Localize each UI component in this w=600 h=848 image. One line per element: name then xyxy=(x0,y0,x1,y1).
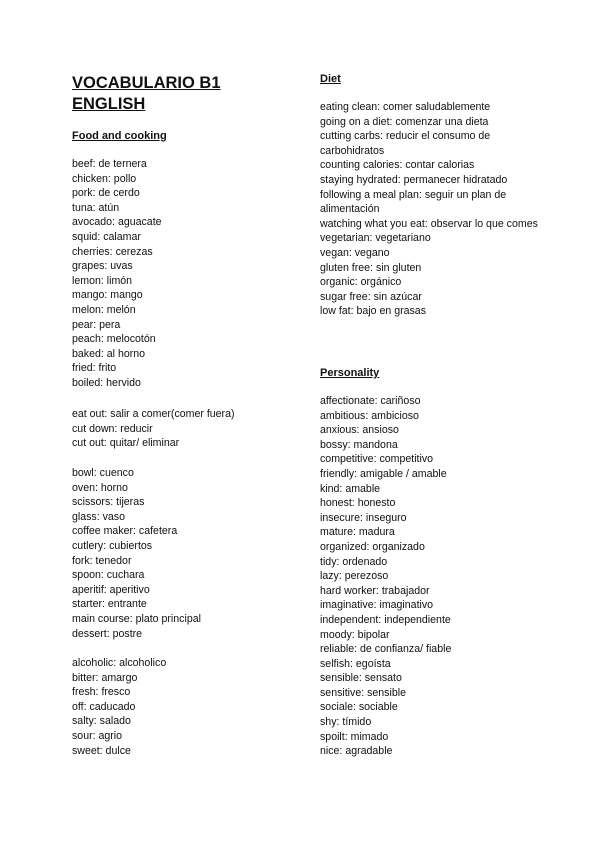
vocab-entry: boiled: hervido xyxy=(72,376,141,389)
vocab-entry: baked: al horno xyxy=(72,347,146,360)
vocab-entry: bossy: mandona xyxy=(320,438,398,451)
vocab-entry: insecure: inseguro xyxy=(320,511,407,524)
vocab-entry: friendly: amigable / amable xyxy=(320,467,447,480)
vocab-entry: independent: independiente xyxy=(320,613,451,626)
vocab-entry: grapes: uvas xyxy=(72,260,133,273)
vocab-entry: cutting carbs: reducir el consumo de carbohidratos xyxy=(320,130,491,157)
vocab-entry: moody: bipolar xyxy=(320,628,390,641)
vocab-entry: scissors: tijeras xyxy=(72,496,145,509)
vocab-entry: lazy: perezoso xyxy=(320,570,389,583)
vocab-entry: aperitif: aperitivo xyxy=(72,583,150,596)
vocab-entry: cut down: reducir xyxy=(72,422,153,435)
vocab-entry: affectionate: cariñoso xyxy=(320,395,421,407)
vocab-entry: honest: honesto xyxy=(320,497,396,510)
vocab-entry: reliable: de confianza/ fiable xyxy=(320,643,452,656)
diet-list xyxy=(320,100,545,319)
personality-list xyxy=(320,394,451,759)
vocab-entry: main course: plato principal xyxy=(72,612,201,625)
vocab-entry: tuna: atún xyxy=(72,201,120,214)
vocab-entry: kind: amable xyxy=(320,482,381,495)
vocab-entry: anxious: ansioso xyxy=(320,424,399,437)
vocab-entry: sugar free: sin azúcar xyxy=(320,290,422,303)
heading-personality: Personality xyxy=(320,367,380,379)
vocab-entry: bowl: cuenco xyxy=(72,467,134,479)
food-list xyxy=(72,157,162,391)
vocab-entry: spoon: cuchara xyxy=(72,569,145,582)
vocab-entry: cherries: cerezas xyxy=(72,245,153,258)
vocab-entry: melon: melón xyxy=(72,303,136,316)
vocab-entry: spoilt: mimado xyxy=(320,730,389,743)
vocab-entry: avocado: aguacate xyxy=(72,216,162,229)
vocab-entry: imaginative: imaginativo xyxy=(320,599,434,612)
taste-list xyxy=(72,656,166,758)
vocab-entry: going on a diet: comenzar una dieta xyxy=(320,115,489,128)
vocab-entry: peach: melocotón xyxy=(72,333,156,346)
kitchen-list xyxy=(72,466,201,641)
vocab-entry: shy: tímido xyxy=(320,716,372,729)
vocab-entry: organic: orgánico xyxy=(320,276,402,289)
document-title: VOCABULARIO B1 ENGLISH xyxy=(72,74,221,113)
vocab-entry: low fat: bajo en grasas xyxy=(320,305,426,318)
vocab-entry: tidy: ordenado xyxy=(320,555,388,568)
vocab-entry: glass: vaso xyxy=(72,510,125,523)
vocab-entry: alcoholic: alcoholico xyxy=(72,657,167,669)
vocab-entry: competitive: competitivo xyxy=(320,453,434,466)
vocab-entry: gluten free: sin gluten xyxy=(320,261,422,274)
vocab-entry: following a meal plan: seguir un plan de alimentación xyxy=(320,188,507,216)
vocab-entry: ambitious: ambicioso xyxy=(320,409,419,422)
vocab-entry: coffee maker: cafetera xyxy=(72,525,178,538)
vocab-entry: starter: entrante xyxy=(72,598,147,611)
vocab-entry: pork: de cerdo xyxy=(72,187,140,200)
vocab-entry: fried: frito xyxy=(72,362,117,375)
vocab-entry: eating clean: comer saludablemente xyxy=(320,101,491,113)
vocab-entry: nice: agradable xyxy=(320,745,393,758)
vocab-entry: sensitive: sensible xyxy=(320,686,406,699)
vocab-entry: sour: agrio xyxy=(72,729,123,742)
phrasal-verbs-list xyxy=(72,407,235,451)
vocab-entry: vegetarian: vegetariano xyxy=(320,232,431,245)
vocab-entry: pear: pera xyxy=(72,318,121,331)
vocab-entry: off: caducado xyxy=(72,700,136,713)
vocab-entry: sweet: dulce xyxy=(72,744,131,757)
vocab-entry: vegan: vegano xyxy=(320,246,390,259)
vocab-entry: bitter: amargo xyxy=(72,671,138,684)
vocab-entry: organized: organizado xyxy=(320,540,425,553)
vocab-entry: cutlery: cubiertos xyxy=(72,539,153,552)
vocab-entry: beef: de ternera xyxy=(72,158,147,170)
heading-diet: Diet xyxy=(320,73,341,85)
vocab-entry: oven: horno xyxy=(72,481,128,494)
vocab-entry: eat out: salir a comer(comer fuera) xyxy=(72,408,235,420)
vocab-entry: staying hydrated: permanecer hidratado xyxy=(320,173,508,186)
heading-food-and-cooking: Food and cooking xyxy=(72,130,167,142)
vocab-entry: salty: salado xyxy=(72,715,131,728)
vocab-entry: chicken: pollo xyxy=(72,172,137,185)
vocab-entry: cut out: quitar/ eliminar xyxy=(72,437,180,450)
vocab-entry: squid: calamar xyxy=(72,230,141,243)
vocab-entry: dessert: postre xyxy=(72,627,143,640)
vocab-entry: watching what you eat: observar lo que comes xyxy=(320,217,538,230)
vocab-entry: sociale: sociable xyxy=(320,701,398,714)
vocab-entry: hard worker: trabajador xyxy=(320,584,430,597)
vocab-entry: selfish: egoísta xyxy=(320,657,391,670)
vocab-entry: counting calories: contar calorias xyxy=(320,159,475,172)
vocab-entry: sensible: sensato xyxy=(320,672,402,685)
vocab-entry: lemon: limón xyxy=(72,274,133,287)
vocab-entry: mango: mango xyxy=(72,289,143,302)
vocab-entry: fork: tenedor xyxy=(72,554,132,567)
vocab-entry: fresh: fresco xyxy=(72,686,131,699)
vocab-entry: mature: madura xyxy=(320,526,395,539)
